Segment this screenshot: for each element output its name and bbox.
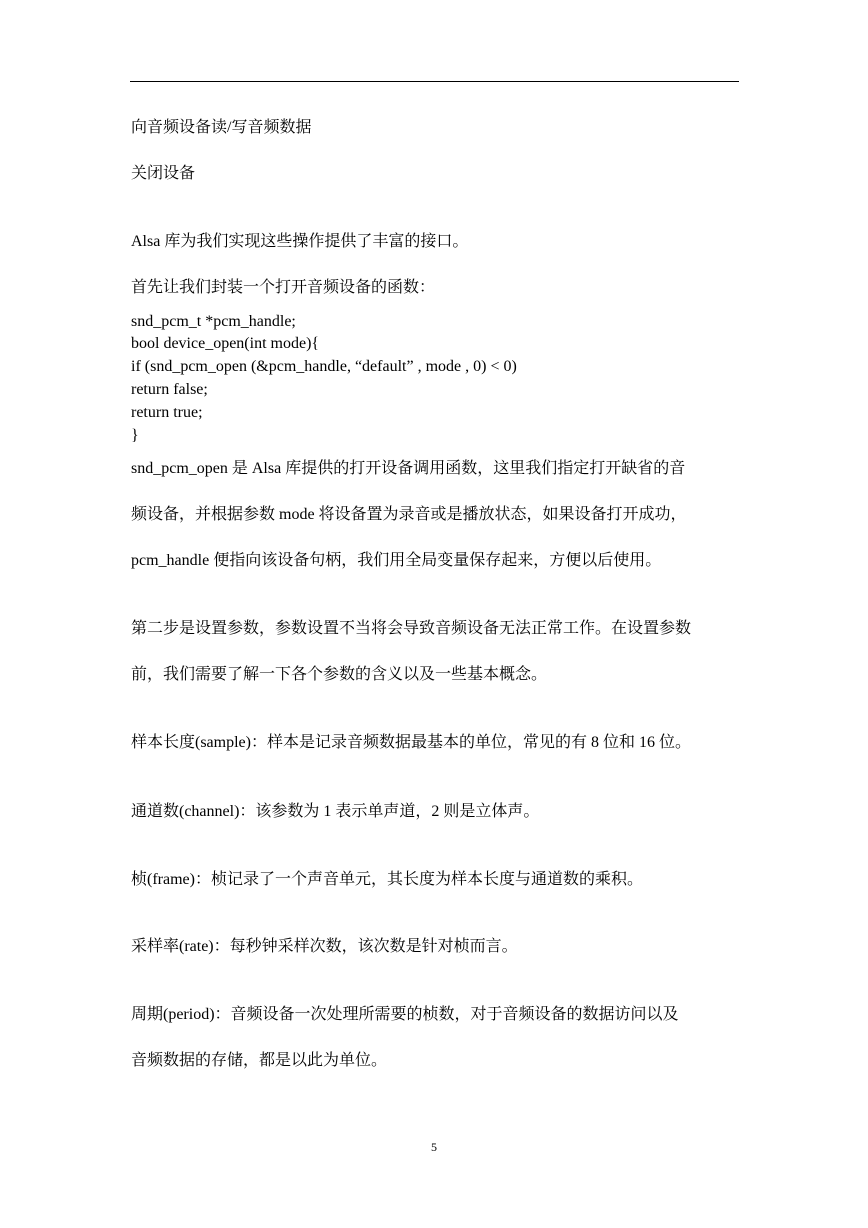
code-line: return false; — [131, 381, 208, 398]
definition-channel: 通道数(channel)：该参数为 1 表示单声道，2 则是立体声。 — [131, 803, 540, 820]
definition-period: 周期(period)：音频设备一次处理所需要的桢数，对于音频设备的数据访问以及 — [131, 1006, 679, 1023]
paragraph-line: 频设备，并根据参数 mode 将设备置为录音或是播放状态，如果设备打开成功， — [131, 506, 687, 523]
header-rule — [130, 81, 739, 82]
paragraph-line: 第二步是设置参数，参数设置不当将会导致音频设备无法正常工作。在设置参数 — [131, 620, 692, 637]
paragraph-line: pcm_handle 便指向该设备句柄，我们用全局变量保存起来，方便以后使用。 — [131, 552, 662, 569]
text-line-alsa-intro: Alsa 库为我们实现这些操作提供了丰富的接口。 — [131, 233, 469, 250]
text-line-wrap-function: 首先让我们封装一个打开音频设备的函数： — [131, 279, 436, 296]
code-line: } — [131, 427, 139, 444]
paragraph-line: snd_pcm_open 是 Alsa 库提供的打开设备调用函数，这里我们指定打开缺省的音 — [131, 460, 686, 477]
definition-frame: 桢(frame)：桢记录了一个声音单元，其长度为样本长度与通道数的乘积。 — [131, 871, 643, 888]
page-number: 5 — [431, 1140, 437, 1154]
code-line: return true; — [131, 404, 203, 421]
definition-sample: 样本长度(sample)：样本是记录音频数据最基本的单位，常见的有 8 位和 16 位。 — [131, 734, 691, 751]
code-line: bool device_open(int mode){ — [131, 335, 320, 352]
code-line: if (snd_pcm_open (&pcm_handle, “default” , mode , 0) < 0) — [131, 358, 517, 375]
paragraph-line: 前，我们需要了解一下各个参数的含义以及一些基本概念。 — [131, 666, 548, 683]
text-line-close-device: 关闭设备 — [131, 165, 196, 182]
definition-rate: 采样率(rate)：每秒钟采样次数，该次数是针对桢而言。 — [131, 938, 518, 955]
definition-period-continued: 音频数据的存储，都是以此为单位。 — [131, 1052, 388, 1069]
text-line-read-write: 向音频设备读/写音频数据 — [131, 119, 312, 136]
code-line: snd_pcm_t *pcm_handle; — [131, 313, 296, 330]
